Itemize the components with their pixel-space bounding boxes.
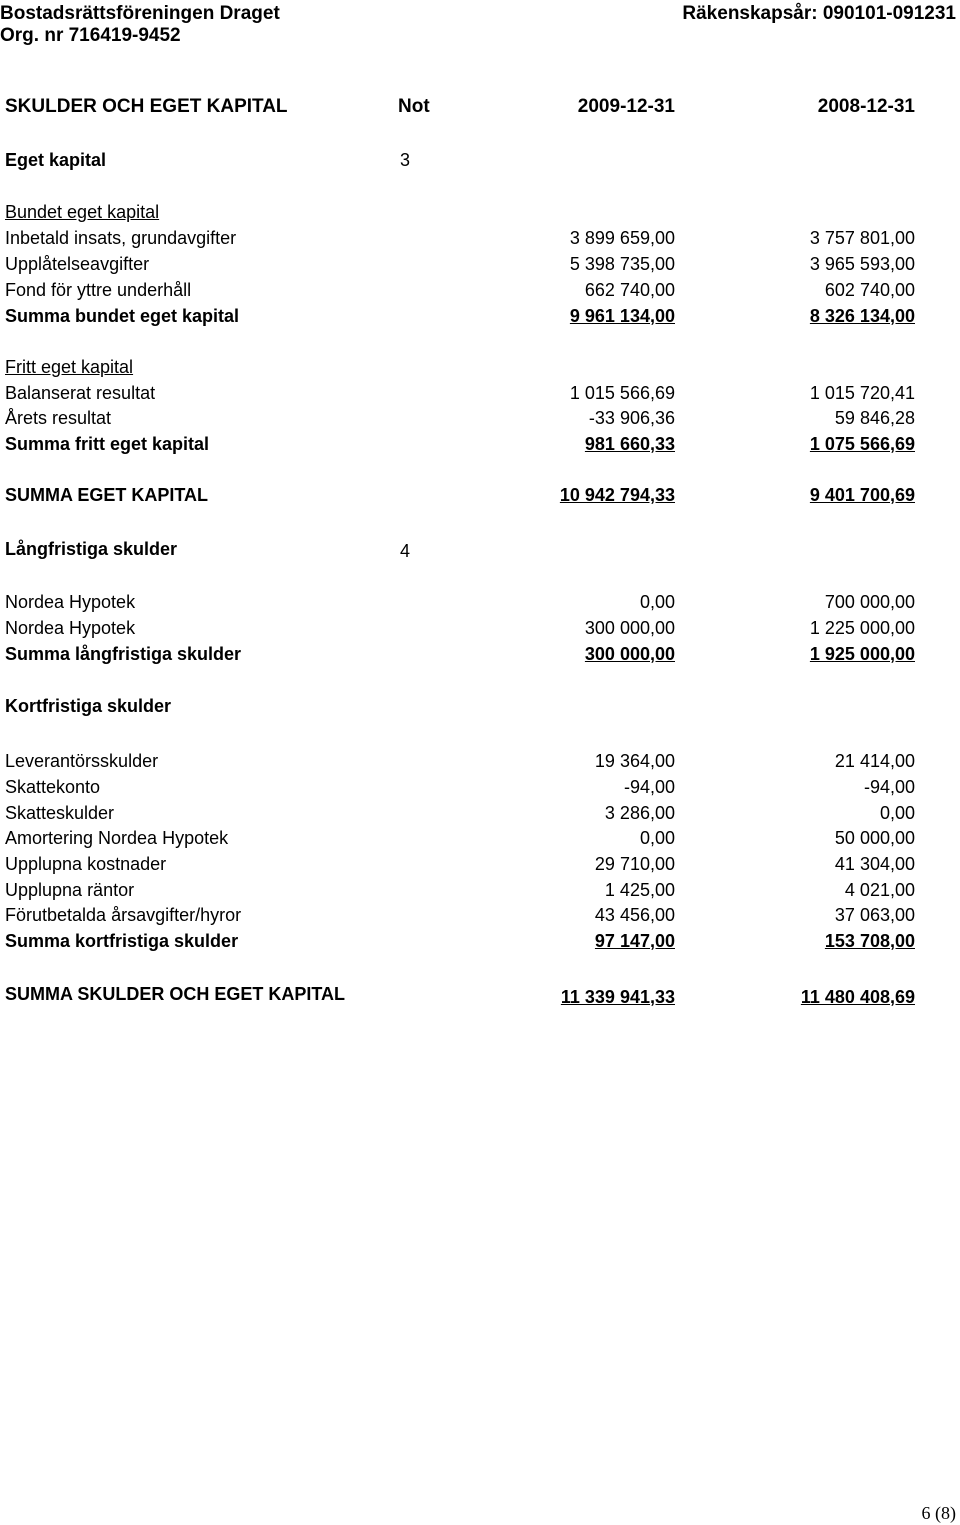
value-2008: 700 000,00 [824, 592, 915, 612]
table-row [0, 775, 960, 799]
value-2009: 0,00 [639, 592, 675, 612]
row-label: Skattekonto [5, 777, 101, 797]
kortfristiga-heading: Kortfristiga skulder [5, 696, 172, 716]
sum-row [0, 304, 960, 328]
table-row [0, 878, 960, 902]
row-label: Upplåtelseavgifter [5, 254, 150, 274]
row-label: Fond för yttre underhåll [5, 280, 192, 300]
sum-label: Summa kortfristiga skulder [5, 931, 239, 951]
bundet-heading: Bundet eget kapital [5, 202, 160, 222]
table-header-row [0, 95, 960, 119]
value-2009: 43 456,00 [594, 905, 675, 925]
summa-eget-kapital-row [0, 483, 960, 507]
table-row [0, 616, 960, 640]
eget-kapital-heading-row [0, 148, 960, 172]
row-label: Nordea Hypotek [5, 592, 136, 612]
eget-kapital-note: 3 [400, 150, 411, 170]
row-label: Amortering Nordea Hypotek [5, 828, 229, 848]
org-name: Bostadsrättsföreningen Draget [0, 3, 280, 24]
value-2009: 1 425,00 [604, 880, 675, 900]
value-2008: 0,00 [879, 803, 915, 823]
value-2009: 300 000,00 [584, 618, 675, 638]
section-heading-row [0, 355, 960, 379]
sum-label: Summa fritt eget kapital [5, 434, 210, 454]
sum-row [0, 432, 960, 456]
value-2009: 3 899 659,00 [569, 228, 675, 248]
row-label: Nordea Hypotek [5, 618, 136, 638]
table-row [0, 749, 960, 773]
sum-label: Summa bundet eget kapital [5, 306, 240, 326]
row-label: Förutbetalda årsavgifter/hyror [5, 905, 242, 925]
value-2009: -33 906,36 [588, 408, 675, 428]
value-2008: 59 846,28 [834, 408, 915, 428]
table-row [0, 381, 960, 405]
sum-2009: 981 660,33 [584, 434, 675, 454]
eget-kapital-heading: Eget kapital [5, 150, 107, 170]
sum-row [0, 929, 960, 953]
value-2008: 1 225 000,00 [809, 618, 915, 638]
row-label: Skatteskulder [5, 803, 115, 823]
value-2008: 4 021,00 [844, 880, 915, 900]
sum-label: SUMMA EGET KAPITAL [5, 485, 208, 505]
sum-2009: 10 942 794,33 [559, 485, 675, 505]
table-row [0, 852, 960, 876]
table-row [0, 590, 960, 614]
table-row [0, 801, 960, 825]
langfristiga-note: 4 [400, 541, 411, 561]
table-row [0, 903, 960, 927]
value-2009: 5 398 735,00 [569, 254, 675, 274]
sum-2008: 1 925 000,00 [809, 644, 915, 664]
value-2009: 19 364,00 [594, 751, 675, 771]
note-column-header: Not [398, 96, 430, 117]
value-2008: 1 015 720,41 [809, 383, 915, 403]
kortfristiga-heading-row [0, 694, 960, 718]
total-row [0, 982, 960, 1006]
total-2009: 11 339 941,33 [560, 987, 675, 1007]
section-heading-row [0, 200, 960, 224]
value-2008: 3 965 593,00 [809, 254, 915, 274]
sum-2008: 1 075 566,69 [809, 434, 915, 454]
value-2008: 37 063,00 [834, 905, 915, 925]
sum-2009: 300 000,00 [584, 644, 675, 664]
sum-2009: 9 961 134,00 [569, 306, 675, 326]
fritt-heading: Fritt eget kapital [5, 357, 134, 377]
row-label: Upplupna kostnader [5, 854, 167, 874]
table-title: SKULDER OCH EGET KAPITAL [5, 96, 288, 117]
value-2009: -94,00 [623, 777, 675, 797]
value-2008: 21 414,00 [834, 751, 915, 771]
row-label: Leverantörsskulder [5, 751, 159, 771]
total-label: SUMMA SKULDER OCH EGET KAPITAL [5, 984, 345, 1004]
table-row [0, 406, 960, 430]
value-2009: 3 286,00 [604, 803, 675, 823]
value-2008: 50 000,00 [834, 828, 915, 848]
sum-row [0, 642, 960, 666]
row-label: Inbetald insats, grundavgifter [5, 228, 237, 248]
page-number: 6 (8) [921, 1503, 956, 1523]
sum-2009: 97 147,00 [594, 931, 675, 951]
value-2008: -94,00 [863, 777, 915, 797]
value-2008: 3 757 801,00 [809, 228, 915, 248]
org-number: Org. nr 716419-9452 [0, 25, 181, 46]
table-row [0, 252, 960, 276]
sum-label: Summa långfristiga skulder [5, 644, 242, 664]
table-row [0, 278, 960, 302]
row-label: Upplupna räntor [5, 880, 135, 900]
value-2008: 41 304,00 [834, 854, 915, 874]
sum-2008: 8 326 134,00 [809, 306, 915, 326]
row-label: Balanserat resultat [5, 383, 156, 403]
year-2009-header: 2009-12-31 [577, 96, 675, 117]
value-2009: 662 740,00 [584, 280, 675, 300]
value-2008: 602 740,00 [824, 280, 915, 300]
value-2009: 29 710,00 [594, 854, 675, 874]
table-row [0, 226, 960, 250]
total-2008: 11 480 408,69 [800, 987, 915, 1007]
langfristiga-heading: Långfristiga skulder [5, 539, 178, 559]
year-2008-header: 2008-12-31 [817, 96, 915, 117]
fiscal-year: Räkenskapsår: 090101-091231 [682, 3, 956, 24]
sum-2008: 153 708,00 [824, 931, 915, 951]
langfristiga-heading-row [0, 537, 960, 561]
table-row [0, 826, 960, 850]
value-2009: 0,00 [639, 828, 675, 848]
row-label: Årets resultat [5, 408, 112, 428]
value-2009: 1 015 566,69 [569, 383, 675, 403]
sum-2008: 9 401 700,69 [809, 485, 915, 505]
